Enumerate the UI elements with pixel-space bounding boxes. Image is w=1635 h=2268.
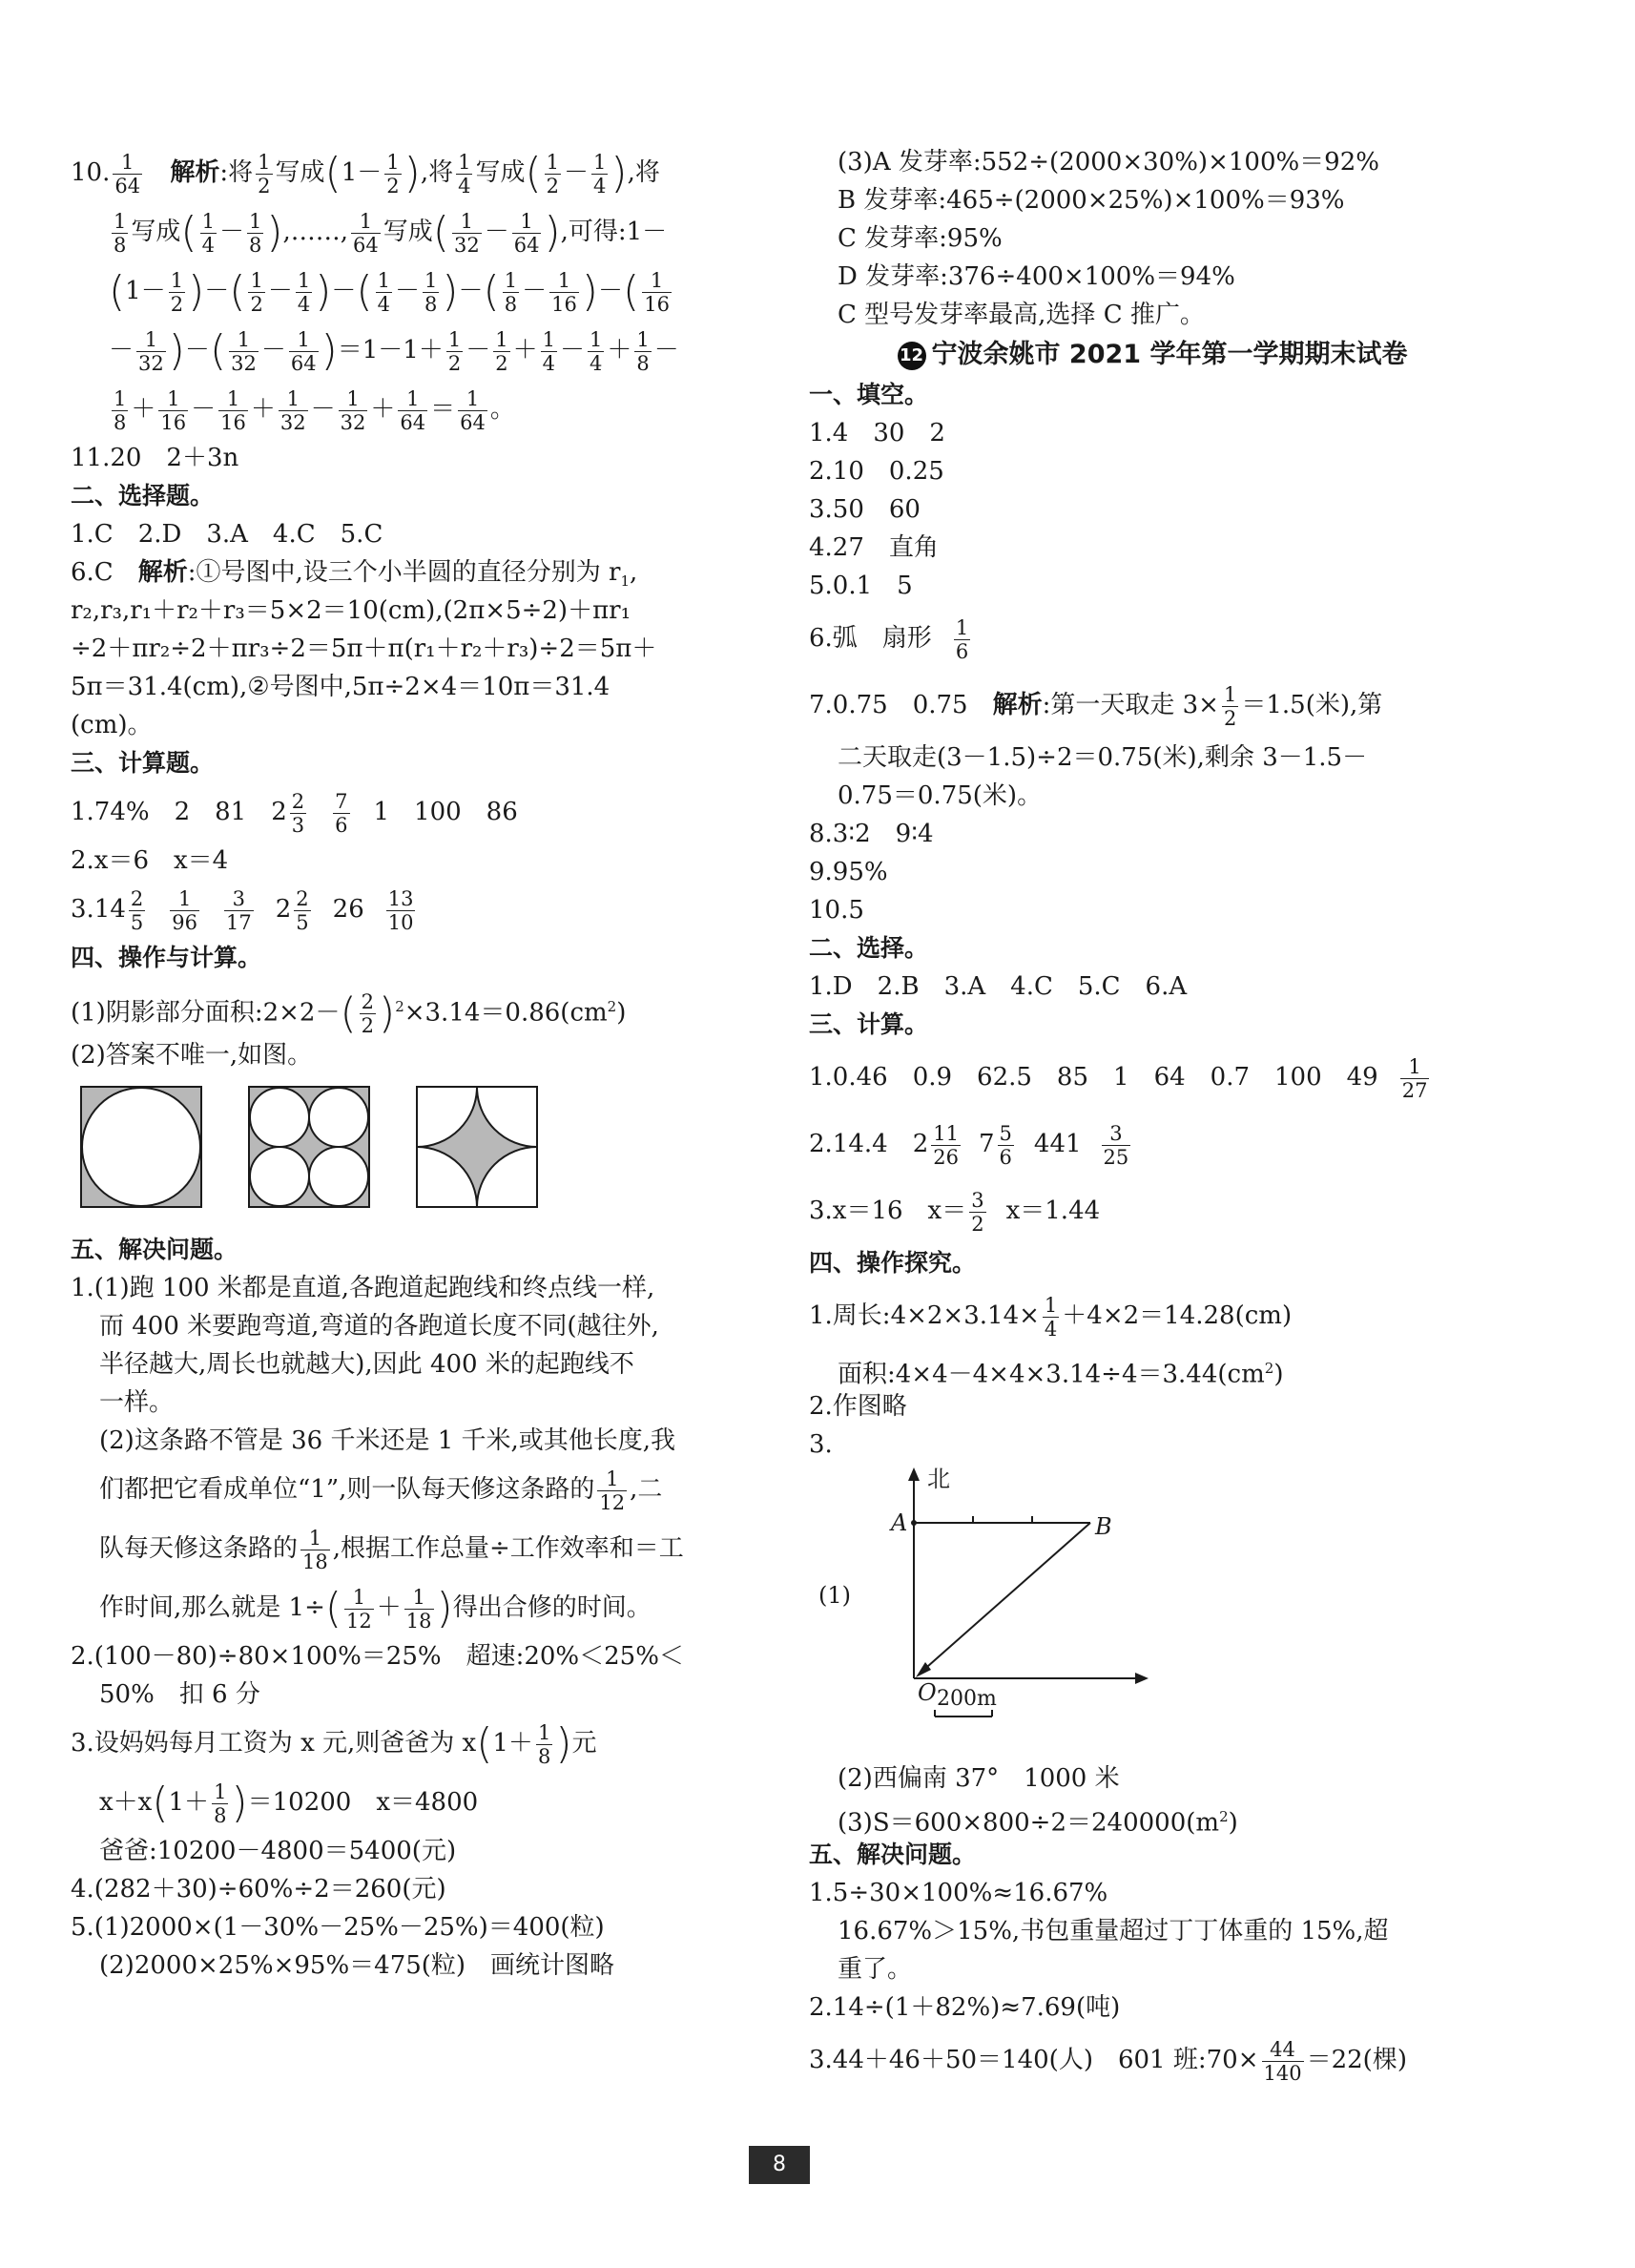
text-line: 3.14 $\frac{2}{5}$ $\frac{1}{96}$ $\frac{3}{17}$ 2 $\frac{2}{5}$ 26 $\frac{13}{10}$ — [71, 886, 414, 934]
text-line: 1.4 30 2 — [809, 419, 945, 447]
text-line: 2.作图略 — [809, 1392, 907, 1421]
text-line: 一样。 — [99, 1388, 175, 1417]
scale-label: 200m — [937, 1687, 997, 1711]
text-line: 3.50 60 — [809, 495, 921, 524]
fraction: $\frac{2}{3}$ — [291, 789, 305, 837]
fraction: $\frac{1}{2}$ — [546, 150, 560, 198]
fraction: $\frac{1}{12}$ — [599, 1467, 626, 1514]
fraction: $\frac{44}{140}$ — [1263, 2037, 1302, 2085]
direction-diagram — [818, 1464, 1496, 1759]
left-column — [71, 143, 738, 1985]
q10-line-5: $\frac{1}{8}$ ＋ $\frac{1}{16}$ － $\frac{1}{16}$ ＋ $\frac{1}{32}$ － $\frac{1}{32}$ ＋ $\frac{1}{64}$ ＝ $\frac{1}{64}$ 。 — [114, 386, 515, 434]
text-line: (2)2000×25%×95%＝475(粒) 画统计图略 — [99, 1951, 615, 1980]
figure-quarter-arcs — [416, 1086, 538, 1208]
text-line: x＋x(1＋ $\frac{1}{8}$ )＝10200 x＝4800 — [99, 1779, 479, 1827]
fraction: $\frac{1}{96}$ — [172, 886, 197, 934]
fraction: $\frac{1}{4}$ — [458, 150, 471, 198]
text-line: 重了。 — [838, 1955, 913, 1984]
fraction: $\frac{1}{64}$ — [353, 209, 379, 257]
label-a: A — [891, 1509, 908, 1536]
text-line: r₂,r₃,r₁＋r₂＋r₃＝5×2＝10(cm),(2π×5÷2)＋πr₁ — [71, 596, 631, 625]
fraction: $\frac{1}{2}$ — [258, 150, 271, 198]
fraction: $\frac{1}{32}$ — [453, 209, 480, 257]
text-line: (3)A 发芽率:552÷(2000×30%)×100%＝92% — [838, 148, 1379, 177]
point-a — [911, 1520, 917, 1526]
text-line: B 发芽率:465÷(2000×25%)×100%＝93% — [838, 186, 1345, 215]
fraction: $\frac{1}{4}$ — [590, 327, 603, 375]
fraction: $\frac{1}{8}$ — [114, 386, 127, 434]
fraction: $\frac{1}{18}$ — [405, 1585, 432, 1633]
fraction: $\frac{1}{2}$ — [250, 268, 263, 316]
fraction: $\frac{1}{18}$ — [302, 1526, 328, 1573]
text-line: 5.(1)2000×(1－30%－25%－25%)＝400(粒) — [71, 1913, 605, 1942]
fraction: $\frac{13}{10}$ — [387, 886, 414, 934]
text-line: (2)这条路不管是 36 千米还是 1 千米,或其他长度,我 — [99, 1426, 676, 1455]
text-line: 2.(100－80)÷80×100%＝25% 超速:20%＜25%＜ — [71, 1642, 684, 1671]
text-line: 3.设妈妈每月工资为 x 元,则爸爸为 x(1＋ $\frac{1}{8}$ )元 — [71, 1719, 597, 1768]
q11-line: 11.20 2＋3n — [71, 444, 239, 472]
text-line: 6.弧 扇形 $\frac{1}{6}$ — [809, 615, 969, 663]
fraction: $\frac{2}{5}$ — [296, 886, 309, 934]
north-label: 北 — [927, 1466, 950, 1492]
text-line: 6.C 解析:①号图中,设三个小半圆的直径分别为 $r_1$, — [71, 558, 638, 591]
text-line: 2.14.4 2 $\frac{11}{26}$ 7 $\frac{5}{6}$ 441 $\frac{3}{25}$ — [809, 1121, 1129, 1169]
text-line: 作时间,那么就是 1÷( $\frac{1}{12}$ ＋ $\frac{1}{18}$ )得出合修的时间。 — [99, 1584, 652, 1633]
text-line: (cm)。 — [71, 711, 153, 739]
fraction: $\frac{1}{8}$ — [504, 268, 518, 316]
fraction: $\frac{11}{26}$ — [933, 1121, 959, 1169]
q10-line-2: $\frac{1}{8}$ 写成( $\frac{1}{4}$ － $\frac{1}{8}$ ),……, $\frac{1}{64}$ 写成( $\frac{1}{32}$ － $\frac{1}{64}$ ),可得:1－ — [114, 208, 668, 257]
exam-number-badge: 12 — [898, 342, 926, 370]
text-line: (2)答案不唯一,如图。 — [71, 1041, 313, 1070]
text-line: 10.5 — [809, 896, 864, 925]
fraction: $\frac{1}{4}$ — [297, 268, 311, 316]
fraction: $\frac{1}{32}$ — [138, 327, 164, 375]
figure-four-circles — [248, 1086, 370, 1208]
text-line: 1.(1)跑 100 米都是直道,各跑道起跑线和终点线一样, — [71, 1274, 655, 1302]
east-arrowhead-icon — [1135, 1673, 1149, 1684]
fraction: $\frac{1}{64}$ — [460, 386, 486, 434]
text-line: 7.0.75 0.75 解析:第一天取走 3× $\frac{1}{2}$ ＝1.5(米),第 — [809, 682, 1383, 730]
shape-figures — [71, 1080, 738, 1223]
fraction: $\frac{1}{8}$ — [424, 268, 438, 316]
fraction: $\frac{1}{16}$ — [160, 386, 187, 434]
fraction: $\frac{1}{8}$ — [537, 1720, 551, 1768]
text-line: 面积$:4\times 4-4\times 4\times 3.14\div 4=3.44(cm^2)$ — [838, 1360, 1284, 1389]
fraction: $\frac{3}{25}$ — [1103, 1121, 1129, 1169]
q10-line-4: － $\frac{1}{32}$ )－( $\frac{1}{32}$ － $\frac{1}{64}$ )＝1－1＋ $\frac{1}{2}$ － $\frac{1}{2}$ ＋ $\frac{1}{4}$ － $\frac{1}{4}$ ＋ $\frac{1}{8}$ － — [109, 326, 679, 375]
direction-diagram-svg — [838, 1464, 1162, 1750]
fraction: $\frac{1}{16}$ — [220, 386, 246, 434]
text-line: $(3)S=600\times 800\div 2=240000(m^2)$ — [838, 1808, 1238, 1838]
text-line: ÷2＋πr₂÷2＋πr₃÷2＝5π＋π(r₁＋r₂＋r₃)÷2＝5π＋ — [71, 635, 657, 663]
text-line: 队每天修这条路的 $\frac{1}{18}$ ,根据工作总量÷工作效率和＝工 — [99, 1526, 684, 1573]
fraction: $\frac{3}{2}$ — [971, 1188, 984, 1236]
fraction: $\frac{1}{16}$ — [644, 268, 670, 316]
fraction: $\frac{1}{32}$ — [231, 327, 257, 375]
fraction: $\frac{1}{4}$ — [377, 268, 390, 316]
fraction: $\frac{1}{4}$ — [1044, 1293, 1058, 1341]
label-b: B — [1095, 1513, 1112, 1540]
fraction: $\frac{1}{8}$ — [114, 209, 127, 257]
fraction: $\frac{1}{2}$ — [386, 150, 400, 198]
fraction: $\frac{1}{4}$ — [542, 327, 556, 375]
section-heading: 五、解决问题。 — [71, 1236, 238, 1263]
text-line: 二天取走(3－1.5)÷2＝0.75(米),剩余 3－1.5－ — [838, 743, 1368, 772]
text-line: 3. — [809, 1430, 833, 1459]
q10-line-1: 10. $\frac{1}{64}$ 解析:将 $\frac{1}{2}$ 写成(1－ $\frac{1}{2}$ ),将 $\frac{1}{4}$ 写成( $\frac{1}{2}$ － $\frac{1}{4}$ ),将 — [71, 149, 660, 198]
text-line: 4.27 直角 — [809, 533, 939, 562]
section-heading: 四、操作与计算。 — [71, 944, 262, 971]
fraction: $\frac{5}{6}$ — [999, 1121, 1012, 1169]
section-heading: 五、解决问题。 — [809, 1841, 977, 1868]
text-line: 0.75＝0.75(米)。 — [838, 781, 1043, 810]
text-line: (2)西偏南 37° 1000 米 — [838, 1764, 1120, 1793]
fraction: $\frac{1}{27}$ — [1401, 1054, 1428, 1102]
fraction: $\frac{1}{64}$ — [400, 386, 426, 434]
text-line: C 发芽率:95% — [838, 224, 1003, 253]
text-line: 1.C 2.D 3.A 4.C 5.C — [71, 520, 383, 549]
fraction: $\frac{1}{6}$ — [955, 615, 969, 663]
q10-line-3: (1－ $\frac{1}{2}$ )－( $\frac{1}{2}$ － $\frac{1}{4}$ )－( $\frac{1}{4}$ － $\frac{1}{8}$ )－( $\frac{1}{8}$ － $\frac{1}{16}$ )－( $\frac{1}{16}$ — [109, 267, 670, 316]
figure-part-label: (1) — [818, 1582, 851, 1609]
fraction: $\frac{3}{17}$ — [226, 886, 252, 934]
text-line: 5π＝31.4(cm),②号图中,5π÷2×4＝10π＝31.4 — [71, 673, 611, 701]
page-number: 8 — [749, 2146, 810, 2184]
north-arrowhead-icon — [908, 1467, 920, 1481]
fraction: $\frac{2}{5}$ — [130, 886, 144, 934]
text-line: D 发芽率:376÷400×100%＝94% — [838, 262, 1235, 291]
text-line: 8.3∶2 9∶4 — [809, 820, 934, 848]
text-line: 9.95% — [809, 858, 888, 886]
text-line: 3.x＝16 x＝ $\frac{3}{2}$ x＝1.44 — [809, 1188, 1101, 1236]
fraction: $\frac{1}{2}$ — [447, 327, 462, 375]
text-line: 1.周长:4×2×3.14× $\frac{1}{4}$ ＋4×2＝14.28(cm) — [809, 1293, 1293, 1341]
fraction: $\frac{1}{8}$ — [636, 327, 650, 375]
section-heading: 三、计算题。 — [71, 749, 215, 777]
text-line: 2.14÷(1＋82%)≈7.69(吨) — [809, 1993, 1121, 2022]
section-heading: 一、填空。 — [809, 381, 929, 408]
fraction: $\frac{2}{2}$ — [361, 990, 375, 1038]
fraction: $\frac{1}{4}$ — [593, 150, 607, 198]
text-line: 1.D 2.B 3.A 4.C 5.C 6.A — [809, 972, 1188, 1001]
text-line: 半径越大,周长也就越大),因此 400 米的起跑线不 — [99, 1350, 634, 1379]
fraction: $\frac{1}{2}$ — [1223, 682, 1237, 730]
fraction: $\frac{1}{64}$ — [114, 150, 141, 198]
section-heading: 二、选择题。 — [71, 482, 215, 510]
text-line: (1)阴影部分面积:2×2－( $\frac{2}{2}$ )$^2\times 3.14=0.86(cm^2)$ — [71, 988, 627, 1038]
fraction: $\frac{1}{2}$ — [170, 268, 184, 316]
right-column — [809, 143, 1496, 2093]
label-o: O — [918, 1679, 937, 1706]
fraction: $\frac{1}{4}$ — [201, 209, 215, 257]
exam-title: 12 宁波余姚市 2021 学年第一学期期末试卷 — [809, 334, 1496, 376]
segment-bo — [920, 1523, 1090, 1674]
fraction: $\frac{1}{64}$ — [513, 209, 540, 257]
figure-circle-in-square — [80, 1086, 202, 1208]
fraction: $\frac{1}{16}$ — [551, 268, 577, 316]
fraction: $\frac{1}{64}$ — [290, 327, 317, 375]
text-line: 5.0.1 5 — [809, 572, 913, 600]
fraction: $\frac{1}{12}$ — [346, 1585, 372, 1633]
section-heading: 三、计算。 — [809, 1010, 929, 1038]
text-line: C 型号发芽率最高,选择 C 推广。 — [838, 301, 1205, 329]
text-line: 50% 扣 6 分 — [99, 1680, 260, 1709]
fraction: $\frac{1}{8}$ — [248, 209, 262, 257]
text-line: 1.0.46 0.9 62.5 85 1 64 0.7 100 49 $\frac{1}{27}$ — [809, 1054, 1428, 1102]
text-line: 2.10 0.25 — [809, 457, 944, 486]
fraction: $\frac{1}{32}$ — [279, 386, 306, 434]
text-line: 1.74% 2 81 2 $\frac{2}{3}$ $\frac{7}{6}$ 1 100 86 — [71, 789, 518, 837]
text-line: 4.(282＋30)÷60%÷2＝260(元) — [71, 1875, 446, 1904]
fraction: $\frac{1}{8}$ — [214, 1779, 227, 1827]
text-line: 而 400 米要跑弯道,弯道的各跑道长度不同(越往外, — [99, 1312, 659, 1341]
fraction: $\frac{7}{6}$ — [335, 789, 348, 837]
section-heading: 四、操作探究。 — [809, 1249, 977, 1277]
text-line: 2.x＝6 x＝4 — [71, 846, 229, 875]
text-line: 爸爸:10200－4800＝5400(元) — [99, 1837, 457, 1865]
text-line: 3.44＋46＋50＝140(人) 601 班:70× $\frac{44}{140}$ ＝22(棵) — [809, 2037, 1407, 2085]
section-heading: 二、选择。 — [809, 934, 929, 962]
text-line: 们都把它看成单位“1”,则一队每天修这条路的 $\frac{1}{12}$ ,二 — [99, 1467, 663, 1514]
text-line: 16.67%＞15%,书包重量超过丁丁体重的 15%,超 — [838, 1917, 1389, 1945]
fraction: $\frac{1}{32}$ — [340, 386, 366, 434]
fraction: $\frac{1}{2}$ — [495, 327, 508, 375]
text-line: 1.5÷30×100%≈16.67% — [809, 1879, 1108, 1907]
